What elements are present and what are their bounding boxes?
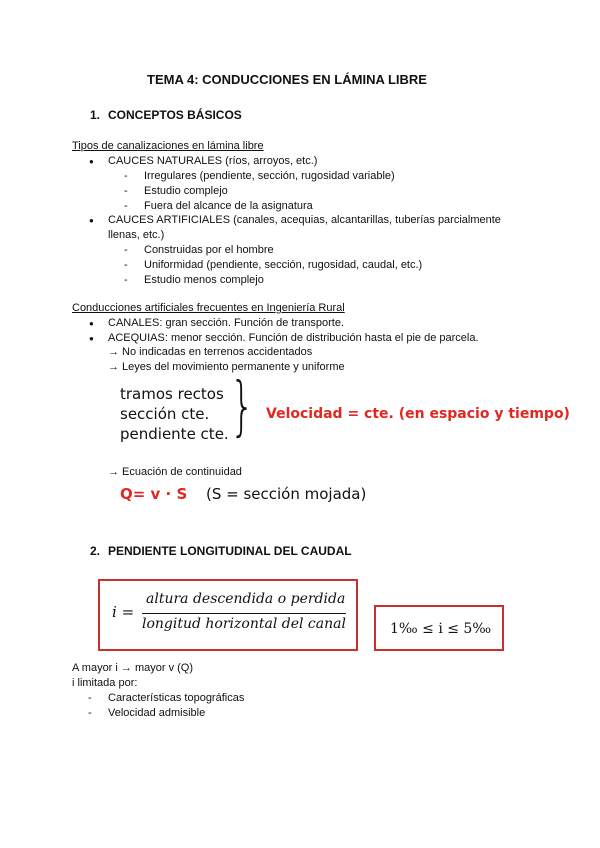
artificiales-item-cont: llenas, etc.) bbox=[108, 229, 165, 241]
brace-icon: } bbox=[230, 370, 255, 444]
condition-line: sección cte. bbox=[120, 405, 210, 423]
naturales-item: ● CAUCES NATURALES (ríos, arroyos, etc.) bbox=[108, 155, 317, 167]
condition-line: pendiente cte. bbox=[120, 425, 229, 443]
slope-note: A mayor i → mayor v (Q) bbox=[72, 662, 194, 674]
section1-number: 1. bbox=[90, 108, 101, 122]
slope-formula-box bbox=[98, 579, 358, 651]
artificiales-subitem: - Estudio menos complejo bbox=[144, 274, 264, 286]
formula-numerator: altura descendida o perdida bbox=[146, 591, 346, 607]
acequias-item: ● ACEQUIAS: menor sección. Función de distribución hasta el pie de parcela. bbox=[108, 332, 479, 344]
artificiales-item: ● CAUCES ARTIFICIALES (canales, acequias, alcantarillas, tuberías parcialmente bbox=[108, 214, 501, 226]
section2-heading: PENDIENTE LONGITUDINAL DEL CAUDAL bbox=[108, 544, 352, 558]
q-formula: Q= v · S bbox=[120, 485, 188, 503]
limit-item: - Velocidad admisible bbox=[108, 707, 205, 719]
q-formula-note: (S = sección mojada) bbox=[206, 485, 367, 503]
formula-denominator: longitud horizontal del canal bbox=[142, 616, 346, 632]
formula-lhs: i = bbox=[112, 603, 135, 621]
condition-line: tramos rectos bbox=[120, 385, 224, 403]
slope-note: i limitada por: bbox=[72, 677, 138, 689]
limit-item: - Características topográficas bbox=[108, 692, 244, 704]
section2-number: 2. bbox=[90, 544, 101, 558]
naturales-subitem: - Fuera del alcance de la asignatura bbox=[144, 200, 313, 212]
tipos-heading: Tipos de canalizaciones en lámina libre bbox=[72, 140, 264, 152]
naturales-subitem: - Estudio complejo bbox=[144, 185, 228, 197]
arrow-note: → Ecuación de continuidad bbox=[108, 466, 242, 478]
arrow-note: → No indicadas en terrenos accidentados bbox=[108, 346, 313, 358]
slope-range: 1‰ ≤ i ≤ 5‰ bbox=[390, 621, 492, 637]
conditions-list bbox=[120, 384, 229, 444]
artificiales-subitem: - Construidas por el hombre bbox=[144, 244, 274, 256]
conducciones-heading: Conducciones artificiales frecuentes en Ingeniería Rural bbox=[72, 302, 345, 314]
section1-heading: CONCEPTOS BÁSICOS bbox=[108, 108, 242, 122]
naturales-subitem: - Irregulares (pendiente, sección, rugosidad variable) bbox=[144, 170, 395, 182]
page-title: TEMA 4: CONDUCCIONES EN LÁMINA LIBRE bbox=[147, 72, 427, 87]
velocidad-note: Velocidad = cte. (en espacio y tiempo) bbox=[266, 406, 570, 422]
canales-item: ● CANALES: gran sección. Función de transporte. bbox=[108, 317, 344, 329]
artificiales-subitem: - Uniformidad (pendiente, sección, rugosidad, caudal, etc.) bbox=[144, 259, 422, 271]
fraction-bar bbox=[142, 613, 346, 614]
arrow-note: → Leyes del movimiento permanente y uniforme bbox=[108, 361, 345, 373]
slope-range-box bbox=[374, 605, 504, 651]
